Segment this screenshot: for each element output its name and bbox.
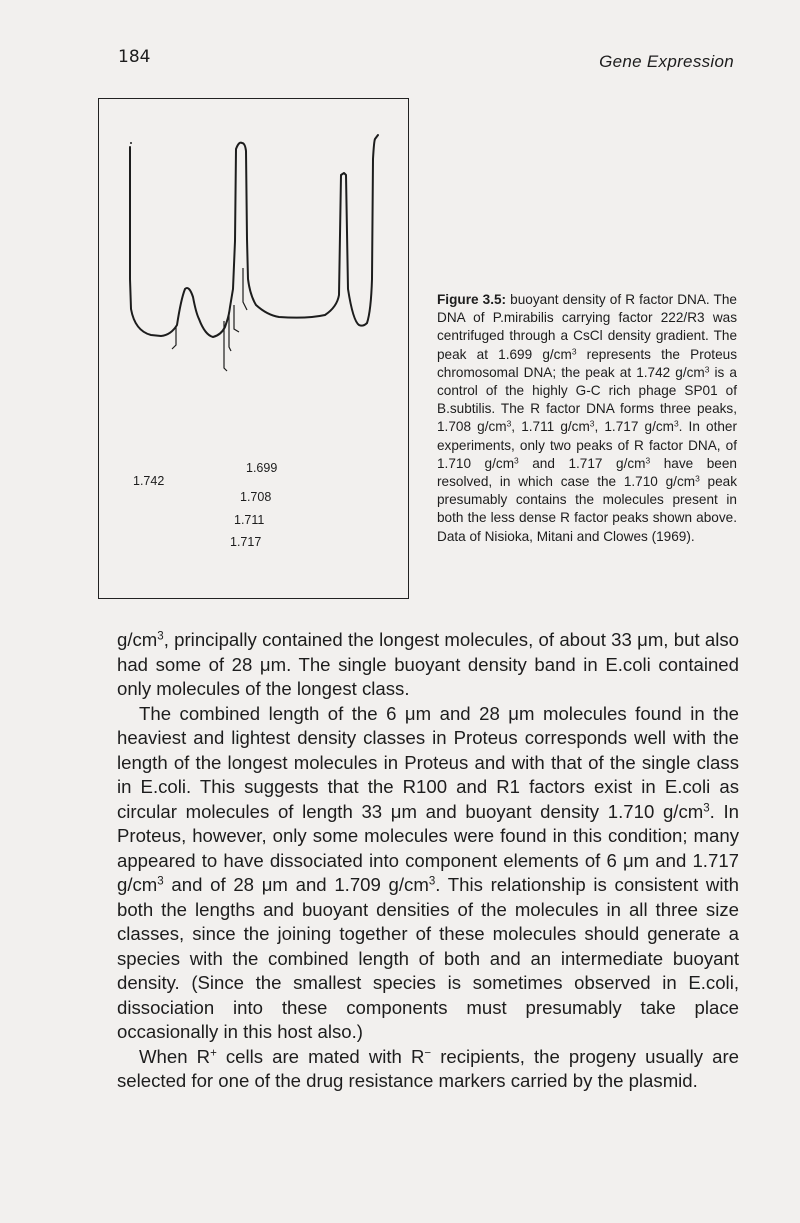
density-gradient-plot [99,99,410,600]
caption-label: Figure 3.5: [437,292,507,307]
peak-label-1742: 1.742 [133,474,165,488]
peak-label-1711: 1.711 [234,513,265,527]
running-title: Gene Expression [599,52,734,71]
peak-label-1708: 1.708 [240,490,272,504]
paragraph-2: The combined length of the 6 μm and 28 μm molecules found in the heaviest and lightest density classes in Proteus corresponds well with the length of the longest molecules in Proteus and with that of the single class in E.coli. This suggests that the R100 and R1 factors exist in E.coli as circular molecules of length 33 μm and buoyant density 1.710 $g/cm^3$. In Proteus, however, only some molecules were found in this condition; many appeared to have dissociated into component elements of 6 μm and 1.717 $g/cm^3$ and of 28 μm and 1.709 $g/cm^3$. This relationship is consistent with both the lengths and buoyant densities of the molecules in all three size classes, since the joining together of these molecules should generate a species with the combined length of both and an intermediate buoyant density. (Since the smallest species is sometimes observed in E.coli, dissociation into these components must presumably take place occasionally in this host also.) [117,702,739,1042]
paragraph-1: $g/cm^3$, principally contained the longest molecules, of about 33 μm, but also had some of 28 μm. The single buoyant density band in E.coli contained only molecules of the longest class. [117,629,739,699]
leader-1699 [243,268,247,310]
leader-1708 [234,305,239,332]
peak-label-1717: 1.717 [230,535,262,549]
body-text [117,628,739,1094]
leader-1717 [224,321,227,371]
leader-1711 [229,312,231,351]
paragraph-3: When R+ cells are mated with R− recipients, the progeny usually are selected for one of the drug resistance markers carried by the plasmid. [117,1045,739,1091]
peak-label-1699: 1.699 [246,461,278,475]
caption-text: buoyant density of R factor DNA. The DNA of P.mirabilis carrying factor 222/R3 was centrifuged through a CsCl density gradient. The peak at 1.699 g/cm [437,292,737,362]
figure-densitometer-trace [98,98,409,599]
trace-curve [130,135,378,337]
figure-caption: Figure 3.5: buoyant density of R factor DNA. The DNA of P.mirabilis carrying factor 222/R3 was centrifuged through a CsCl density gradient. The peak at 1.699 $g/cm^3$ represents the Proteus chromosomal DNA; the peak at 1.742 $g/cm^3$ is a control of the highly G-C rich phage SP01 of B.subtilis. The R factor DNA forms three peaks, 1.708 $g/cm^3$, 1.711 $g/cm^3$, 1.717 $g/cm^3$. In other experiments, only two peaks of R factor DNA, of 1.710 $g/cm^3$ and 1.717 $g/cm^3$ have been resolved, in which case the 1.710 $g/cm^3$ peak presumably contains the molecules present in both the less dense R factor peaks shown above. Data of Nisioka, Mitani and Clowes (1969). [437,292,737,544]
page-number: 184 [118,47,151,67]
